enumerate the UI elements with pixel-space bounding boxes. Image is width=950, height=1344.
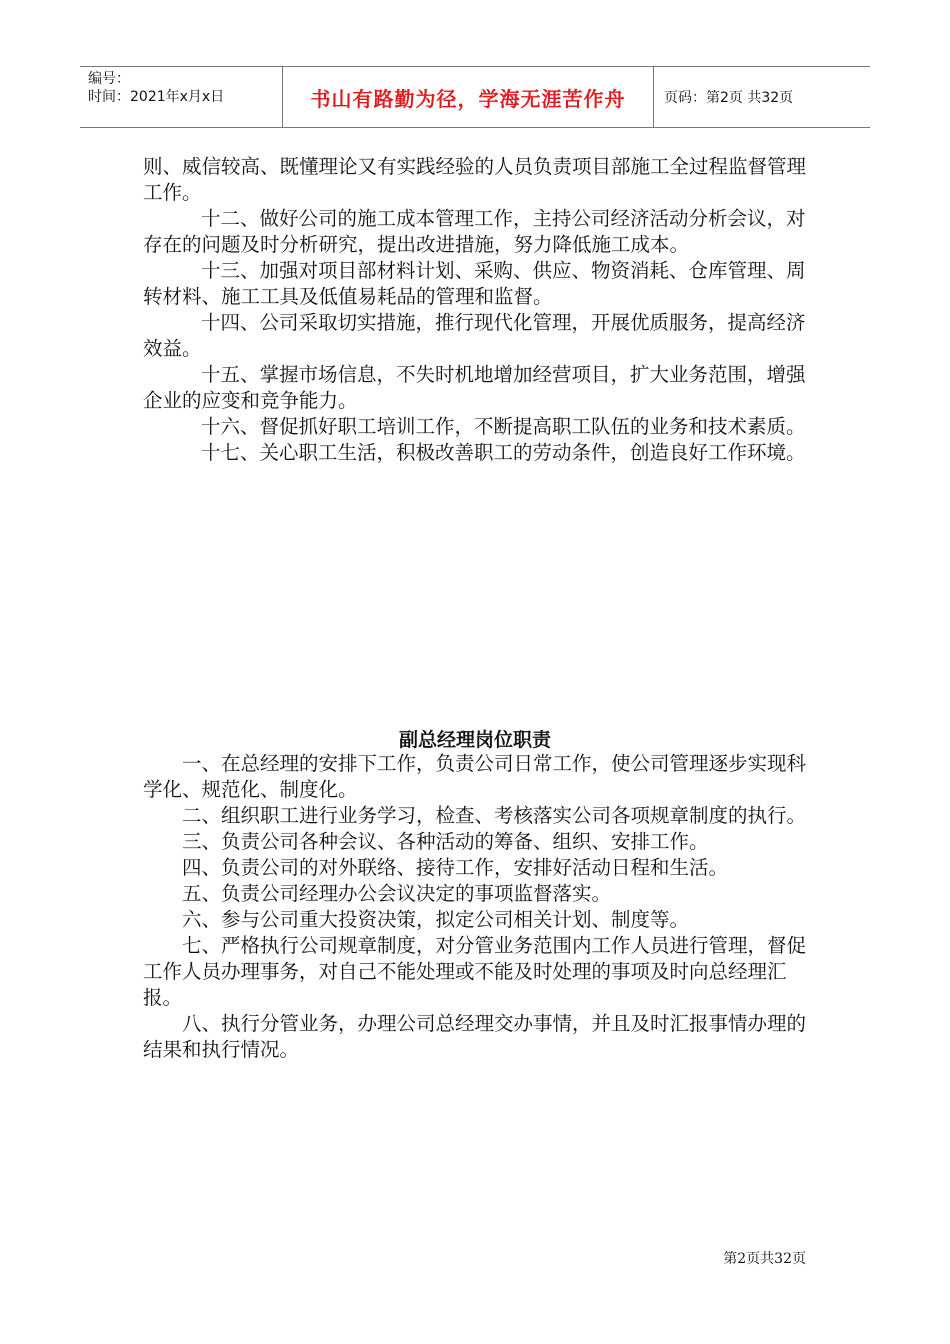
paragraph: 十五、掌握市场信息，不失时机地增加经营项目，扩大业务范围，增强企业的应变和竞争能力。: [143, 363, 806, 412]
paragraph: 七、严格执行公司规章制度，对分管业务范围内工作人员进行管理，督促工作人员办理事务，对自己不能处理或不能及时处理的事项及时向总经理汇报。: [143, 934, 807, 1009]
paragraph: 十二、做好公司的施工成本管理工作，主持公司经济活动分析会议，对存在的问题及时分析研究，提出改进措施，努力降低施工成本。: [143, 207, 806, 256]
paragraph: 十三、加强对项目部材料计划、采购、供应、物资消耗、仓库管理、周转材料、施工工具及低值易耗品的管理和监督。: [143, 259, 806, 308]
paragraph: 十六、督促抓好职工培训工作，不断提高职工队伍的业务和技术素质。: [201, 415, 806, 438]
header-meta: [80, 67, 282, 127]
paragraph: 二、组织职工进行业务学习，检查、考核落实公司各项规章制度的执行。: [182, 804, 807, 827]
page-header: [80, 66, 870, 128]
page-footer: 第2页共32页: [723, 1251, 806, 1267]
paragraph: 八、执行分管业务，办理公司总经理交办事情，并且及时汇报事情办理的结果和执行情况。: [143, 1012, 807, 1061]
document-number-label: 编号：: [88, 71, 130, 87]
paragraph: 六、参与公司重大投资决策，拟定公司相关计划、制度等。: [182, 908, 690, 931]
section-title: 副总经理岗位职责: [398, 729, 551, 751]
paragraph: 十四、公司采取切实措施，推行现代化管理，开展优质服务，提高经济效益。: [143, 311, 806, 360]
paragraph: 则、威信较高、既懂理论又有实践经验的人员负责项目部施工全过程监督管理工作。: [143, 155, 807, 204]
header-page-number: 页码：第2页 共32页: [664, 90, 794, 106]
section-continued-duties: [143, 154, 807, 466]
paragraph: 五、负责公司经理办公会议决定的事项监督落实。: [182, 882, 612, 905]
section-deputy-gm-duties: [143, 751, 807, 1063]
paragraph: 三、负责公司各种会议、各种活动的筹备、组织、安排工作。: [182, 830, 709, 853]
paragraph: 一、在总经理的安排下工作，负责公司日常工作，使公司管理逐步实现科学化、规范化、制度化。: [143, 752, 807, 801]
paragraph: 四、负责公司的对外联络、接待工作，安排好活动日程和生活。: [182, 856, 729, 879]
document-time-label: 时间：2021年x月x日: [88, 89, 225, 105]
header-motto: 书山有路勤为径，学海无涯苦作舟: [282, 67, 654, 127]
paragraph: 十七、关心职工生活，积极改善职工的劳动条件，创造良好工作环境。: [201, 441, 806, 464]
